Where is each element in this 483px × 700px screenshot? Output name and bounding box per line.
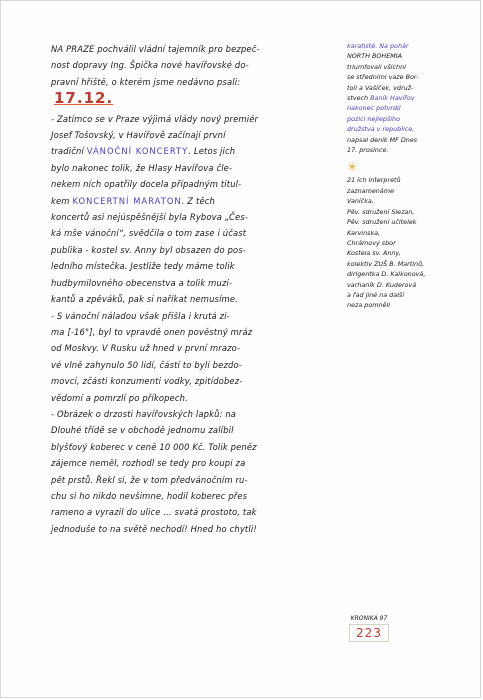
paragraph-carpet-thief <box>51 406 343 537</box>
side-line: pozici nejlepšího <box>347 114 401 123</box>
text-line: jednoduše to na světě nechodí! Hned ho chytli! <box>51 523 257 534</box>
text-line: ká mše vánoční“, svědčila o tom zase i účast <box>51 228 247 239</box>
side-line: karatisté. Na pohár <box>347 42 409 50</box>
main-text-column <box>51 41 343 537</box>
text-line: Dlouhé třídě se v obchodě jednomu zalíbil <box>51 425 234 436</box>
text-line: movci, zčásti konzumenti vodky, zpitídobez- <box>51 376 243 387</box>
side-line: a řad jiné na další <box>347 290 404 299</box>
text-line: chu si ho nikdo nevšimne, hodil koberec přes <box>51 490 248 501</box>
text-line: NA PRAZE pochválil vládní tajemník pro bezpeč- <box>51 44 260 54</box>
text-line: - Obrázek o drzosti havířovských lapků: na <box>51 408 237 419</box>
text-line: vědomí a pomrzlí po příkopech. <box>51 392 188 403</box>
side-line: nakonec potvrdil <box>347 104 401 113</box>
side-line: 17. prosince. <box>347 146 389 155</box>
text-line: ma [-16°], byl to vpravdě onen pověstný mráz <box>51 326 253 337</box>
page-footer <box>339 615 399 642</box>
text-line: pravní hřiště, o kterém jsme nedávno psali: <box>51 76 241 87</box>
text-line: bylo nakonec tolik, že Hlasy Havířova čle- <box>51 162 233 173</box>
text-line: pět prstů. Řekl si, že v tom předvánočním ru- <box>51 474 248 485</box>
side-line: Pěv. sdružení učitelek <box>347 218 417 227</box>
margin-note-performers <box>347 175 475 310</box>
text-line: hudbymilovného obecenstva a tolik muzi- <box>51 277 233 288</box>
paragraph-safety <box>51 41 343 109</box>
text-line: vé vlně zahynulo 50 lidí, částí to byli bezdo- <box>51 359 242 370</box>
text-line: koncertů asi nejúspěšnější byla Rybova „Čes- <box>51 212 249 223</box>
text-line: blyšťový koberec v ceně 10 000 Kč. Tolik peněz <box>51 441 257 452</box>
paragraph-concerts <box>51 111 343 308</box>
side-line: Vaníčka, <box>347 197 374 206</box>
side-line: toli a Vašíček, vdruž- <box>347 83 414 92</box>
side-line: zaznamenáme <box>347 186 394 195</box>
side-line-club: Baník Havířov <box>370 94 415 103</box>
side-line: Karvinska, <box>347 228 381 237</box>
text-line: . Z těch <box>181 195 215 206</box>
highlight-concert-marathon: KONCERTNÍ MARATON <box>72 195 182 206</box>
side-line: napsal deník MF Dnes <box>347 135 418 144</box>
text-line: nekem ních opatřily docela případným titul- <box>51 179 242 190</box>
side-line: Chrámový sbor <box>347 238 396 247</box>
text-line: kantů a zpěváků, pak si naříkat nemusíme. <box>51 294 238 305</box>
text-line: nost dopravy Ing. Špička nové havířovské do- <box>51 60 249 71</box>
text-line: tradiční <box>51 146 84 157</box>
side-line: stvech <box>347 94 369 103</box>
text-line: kem <box>51 195 70 206</box>
text-line: - Zatímco se v Praze výjimá vlády nový premiér <box>51 113 259 124</box>
side-line: varhaník D. Kuderová <box>347 280 417 289</box>
text-line: - S vánoční náladou však přišla i krutá zi- <box>51 310 230 321</box>
side-line: NORTH BOHEMIA <box>347 52 403 61</box>
text-line: Josef Tošovský, v Havířově začínají první <box>51 130 226 141</box>
text-line: zájemce neměl, rozhodl se tedy pro koupi za <box>51 458 246 469</box>
chronicle-label: KRONIKA 97 <box>350 615 388 622</box>
star-icon: ✳ <box>347 160 358 175</box>
side-line: kolektiv ZUŠ B. Martinů, <box>347 259 425 268</box>
text-line: rameno a vyrazil do ulice ... svatá prostoto, tak <box>51 507 257 518</box>
margin-notes-column <box>347 41 475 311</box>
text-line: publika - kostel sv. Anny byl obsazen do pos- <box>51 244 247 255</box>
side-line: Kostela sv. Anny, <box>347 249 401 258</box>
side-line: se středními vaze Bor- <box>347 73 419 82</box>
side-line: dirigentka D. Kalkonová, <box>347 270 426 279</box>
side-line: Pěv. sdružení Slezan, <box>347 207 415 216</box>
margin-note-karate <box>347 41 475 155</box>
side-line: triumfovali všichni <box>347 62 406 71</box>
text-line: ledního místečka. Jestliže tedy máme tolik <box>51 261 235 272</box>
text-line: . Letos jich <box>188 146 236 157</box>
side-line: družstva v republice, <box>347 125 415 134</box>
highlight-christmas-concerts: VÁNOČNÍ KONCERTY <box>86 146 189 157</box>
entry-date: 17.12. <box>54 89 114 108</box>
text-line: od Moskvy. V Rusku už hned v první mrazo- <box>51 343 241 354</box>
side-line: neza pomněli <box>347 301 391 310</box>
side-line: 21 ích interpretů <box>347 176 401 185</box>
page-number: 223 <box>349 624 389 642</box>
paragraph-frost <box>51 308 343 406</box>
